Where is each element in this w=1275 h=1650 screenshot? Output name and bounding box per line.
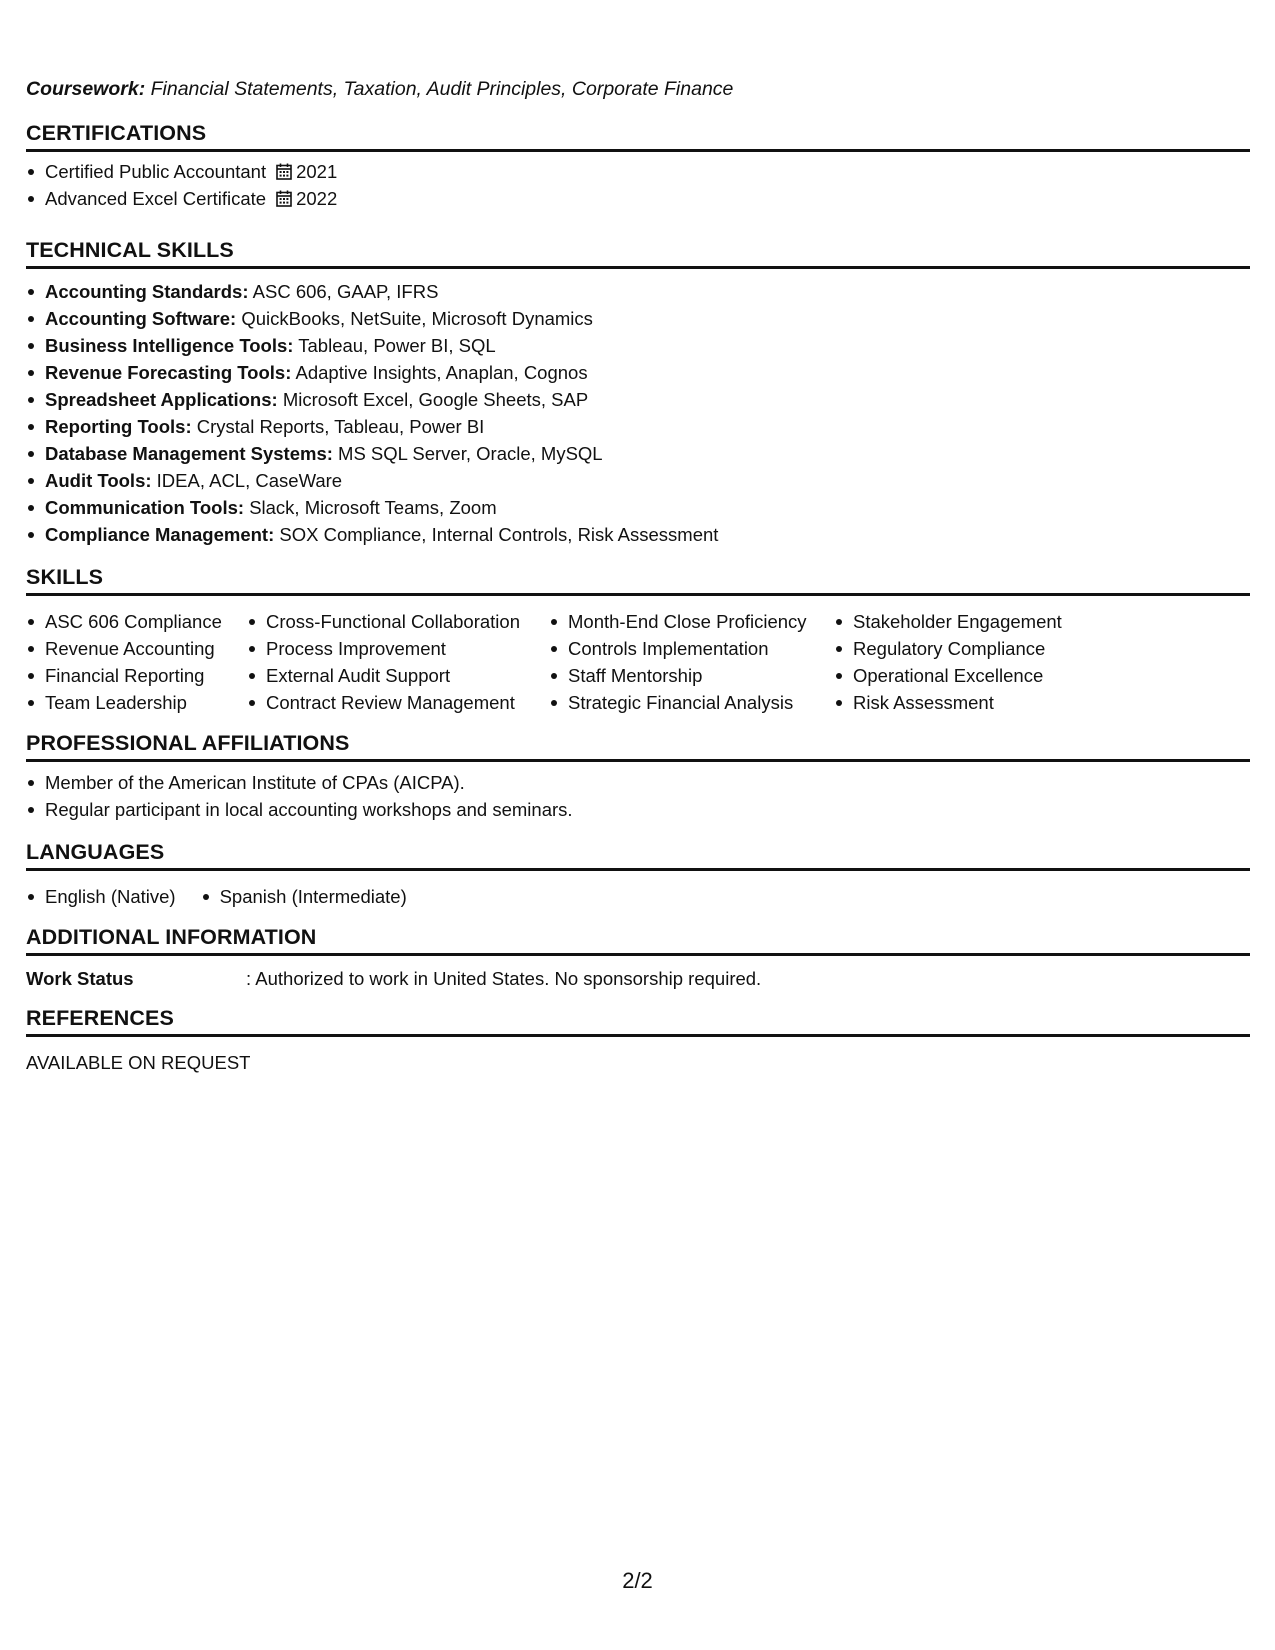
coursework-value: Financial Statements, Taxation, Audit Principles, Corporate Finance (150, 78, 734, 100)
technical-skill-label: Database Management Systems: (45, 443, 333, 464)
technical-skill-label: Spreadsheet Applications: (45, 389, 278, 410)
technical-skill-value: ASC 606, GAAP, IFRS (252, 281, 439, 302)
technical-skill-value: Slack, Microsoft Teams, Zoom (249, 497, 497, 518)
technical-skill-item (26, 359, 718, 386)
technical-skill-item (26, 386, 718, 413)
affiliation-item: Regular participant in local accounting workshops and seminars. (26, 796, 573, 823)
skill-item: Stakeholder Engagement (834, 608, 1094, 635)
technical-skill-label: Accounting Standards: (45, 281, 249, 302)
calendar-icon (276, 163, 292, 180)
references-heading: REFERENCES (26, 1006, 1250, 1037)
work-status-value: : Authorized to work in United States. No sponsorship required. (246, 968, 762, 989)
certification-year: 2021 (296, 161, 338, 182)
skills-grid (26, 608, 1094, 716)
technical-skill-item (26, 278, 718, 305)
skills-column (247, 608, 549, 716)
technical-skill-label: Reporting Tools: (45, 416, 192, 437)
certifications-list (26, 158, 337, 212)
calendar-icon (276, 190, 292, 207)
technical-skill-item (26, 413, 718, 440)
certifications-heading: CERTIFICATIONS (26, 121, 1250, 152)
skills-heading: SKILLS (26, 565, 1250, 596)
language-group (201, 883, 432, 910)
skill-item: Controls Implementation (549, 635, 834, 662)
skill-item: External Audit Support (247, 662, 549, 689)
references-text: AVAILABLE ON REQUEST (26, 1052, 251, 1073)
technical-skill-value: Microsoft Excel, Google Sheets, SAP (282, 389, 589, 410)
affiliation-item: Member of the American Institute of CPAs (AICPA). (26, 769, 573, 796)
technical-skill-label: Business Intelligence Tools: (45, 335, 294, 356)
technical-skill-value: Crystal Reports, Tableau, Power BI (196, 416, 485, 437)
technical-skill-item (26, 440, 718, 467)
affiliations-heading: PROFESSIONAL AFFILIATIONS (26, 731, 1250, 762)
skills-column (834, 608, 1094, 716)
technical-skill-value: Tableau, Power BI, SQL (298, 335, 496, 356)
technical-skill-item (26, 467, 718, 494)
skill-item: Strategic Financial Analysis (549, 689, 834, 716)
skill-item: Revenue Accounting (26, 635, 247, 662)
technical-skill-item (26, 332, 718, 359)
skill-item: Operational Excellence (834, 662, 1094, 689)
technical-skill-item (26, 305, 718, 332)
technical-skill-label: Compliance Management: (45, 524, 275, 545)
skill-item: ASC 606 Compliance (26, 608, 247, 635)
technical-skills-heading: TECHNICAL SKILLS (26, 238, 1250, 269)
work-status-row (26, 965, 761, 992)
skills-column (26, 608, 247, 716)
skill-item: Risk Assessment (834, 689, 1094, 716)
technical-skill-value: IDEA, ACL, CaseWare (156, 470, 343, 491)
skill-item: Cross-Functional Collaboration (247, 608, 549, 635)
work-status-label: Work Status (26, 968, 134, 989)
language-group (26, 883, 201, 910)
technical-skill-item (26, 494, 718, 521)
technical-skill-value: Adaptive Insights, Anaplan, Cognos (295, 362, 588, 383)
coursework-label: Coursework: (26, 78, 146, 100)
technical-skill-label: Audit Tools: (45, 470, 152, 491)
technical-skill-item (26, 521, 718, 548)
technical-skill-value: MS SQL Server, Oracle, MySQL (338, 443, 603, 464)
technical-skill-label: Revenue Forecasting Tools: (45, 362, 292, 383)
technical-skill-value: QuickBooks, NetSuite, Microsoft Dynamics (241, 308, 593, 329)
certification-item (26, 158, 337, 185)
technical-skill-label: Communication Tools: (45, 497, 245, 518)
coursework-line (26, 78, 733, 101)
skill-item: Month-End Close Proficiency (549, 608, 834, 635)
skill-item: Financial Reporting (26, 662, 247, 689)
skill-item: Contract Review Management (247, 689, 549, 716)
skill-item: Regulatory Compliance (834, 635, 1094, 662)
skill-item: Team Leadership (26, 689, 247, 716)
technical-skills-list (26, 278, 718, 548)
technical-skill-label: Accounting Software: (45, 308, 237, 329)
languages-list (26, 883, 432, 910)
languages-heading: LANGUAGES (26, 840, 1250, 871)
certification-name: Certified Public Accountant (45, 161, 267, 182)
skill-item: Staff Mentorship (549, 662, 834, 689)
additional-info-heading: ADDITIONAL INFORMATION (26, 925, 1250, 956)
affiliations-list (26, 769, 573, 823)
technical-skill-value: SOX Compliance, Internal Controls, Risk Assessment (279, 524, 719, 545)
language-item: English (Native) (26, 883, 176, 910)
page-number: 2/2 (622, 1568, 653, 1593)
skill-item: Process Improvement (247, 635, 549, 662)
certification-name: Advanced Excel Certificate (45, 188, 267, 209)
language-item: Spanish (Intermediate) (201, 883, 407, 910)
certification-year: 2022 (296, 188, 338, 209)
skills-column (549, 608, 834, 716)
certification-item (26, 185, 337, 212)
